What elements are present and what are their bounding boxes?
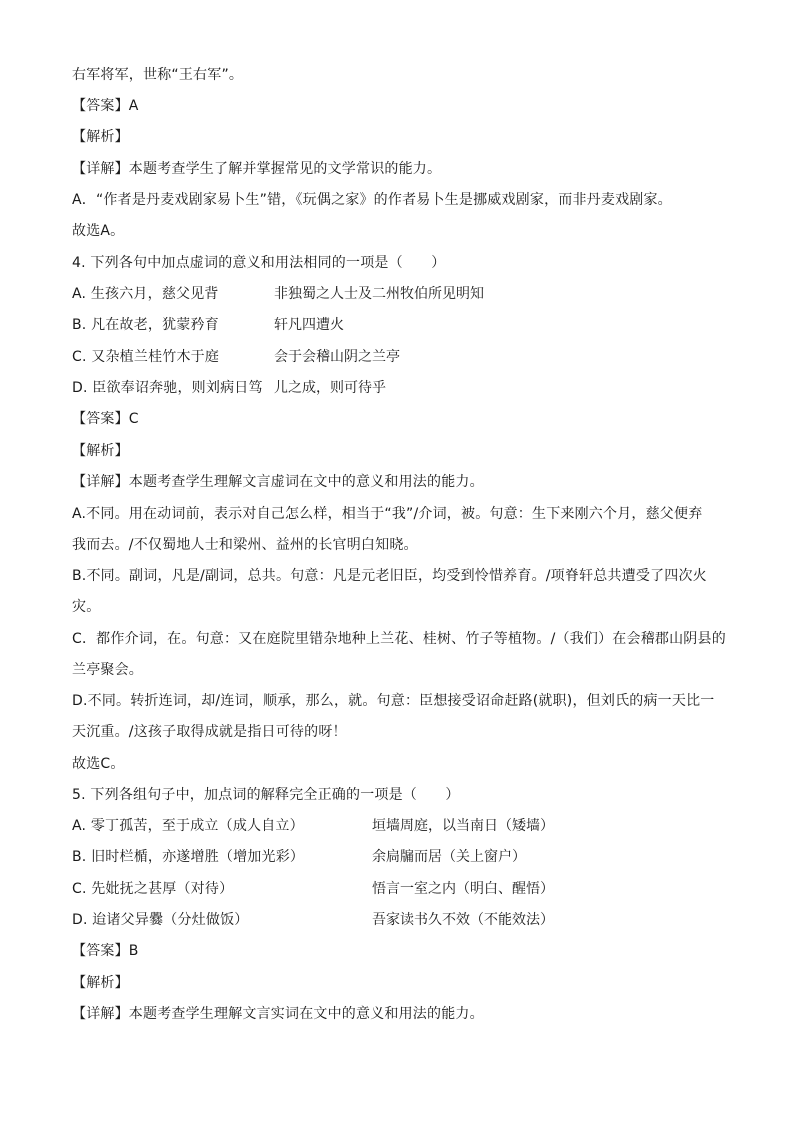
q4-option-d-pair: 儿之成，则可待乎 — [274, 380, 386, 396]
question-4-stem: 4. 下列各句中加点虚词的意义和用法相同的一项是（ ） — [72, 255, 446, 271]
text-line: 右军将军，世称“王右军”。 — [72, 67, 244, 83]
q4-option-c: C. 又杂植兰桂竹木于庭 — [72, 349, 220, 365]
text-line: B.不同。副词，凡是/副词，总共。句意：凡是元老旧臣，均受到怜惜养育。/项脊轩总共遭受了四次火 — [72, 568, 707, 584]
text-line: A.不同。用在动词前，表示对自己怎么样，相当于“我”/介词，被。句意：生下来刚六个月，慈父便弃 — [72, 506, 703, 522]
q5-option-a-pair: 垣墙周庭，以当南日（矮墙） — [372, 818, 554, 834]
q4-option-c-pair: 会于会稽山阴之兰亭 — [274, 349, 400, 365]
text-line: 故选A。 — [72, 223, 125, 239]
text-line: 【详解】本题考查学生理解文言实词在文中的意义和用法的能力。 — [72, 1006, 484, 1022]
text-line: D.不同。转折连词，却/连词，顺承，那么，就。句意：臣想接受诏命赶路(就职)，但刘氏的病一天比一 — [72, 693, 715, 709]
q4-option-d: D. 臣欲奉诏奔驰，则刘病日笃 — [72, 380, 263, 396]
text-line: A．“作者是丹麦戏剧家易卜生”错，《玩偶之家》的作者易卜生是挪威戏剧家，而非丹麦戏剧家。 — [72, 192, 672, 208]
q4-option-b-pair: 轩凡四遭火 — [274, 317, 344, 333]
text-line: 我而去。/不仅蜀地人士和梁州、益州的长官明白知晓。 — [72, 537, 418, 553]
text-line: 故选C。 — [72, 756, 125, 772]
answer-label: 【答案】B — [72, 943, 139, 959]
q4-option-a: A. 生孩六月，慈父见背 — [72, 286, 219, 302]
analysis-label: 【解析】 — [72, 443, 129, 459]
q5-option-d: D. 迨诸父异爨（分灶做饭） — [72, 912, 249, 928]
answer-label: 【答案】A — [72, 98, 139, 114]
text-line: 兰亭聚会。 — [72, 662, 143, 678]
q5-option-c: C. 先妣抚之甚厚（对待） — [72, 881, 234, 897]
answer-label: 【答案】C — [72, 411, 139, 427]
text-line: C．都作介词，在。句意：又在庭院里错杂地种上兰花、桂树、竹子等植物。/（我们）在会稽郡山阴县的 — [72, 631, 726, 647]
q5-option-b: B. 旧时栏楯，亦遂增胜（增加光彩） — [72, 849, 305, 865]
q5-option-a: A. 零丁孤苦，至于成立（成人自立） — [72, 818, 304, 834]
q5-option-b-pair: 余扃牖而居（关上窗户） — [372, 849, 526, 865]
q5-option-d-pair: 吾家读书久不效（不能效法） — [372, 912, 554, 928]
analysis-label: 【解析】 — [72, 129, 129, 145]
text-line: 【详解】本题考查学生理解文言虚词在文中的意义和用法的能力。 — [72, 474, 484, 490]
text-line: 【详解】本题考查学生了解并掌握常见的文学常识的能力。 — [72, 161, 442, 177]
text-line: 天沉重。/这孩子取得成就是指日可待的呀！ — [72, 724, 347, 740]
q4-option-a-pair: 非独蜀之人士及二州牧伯所见明知 — [274, 286, 484, 302]
question-5-stem: 5. 下列各组句子中，加点词的解释完全正确的一项是（ ） — [72, 787, 460, 803]
text-line: 灾。 — [72, 599, 101, 615]
q5-option-c-pair: 悟言一室之内（明白、醒悟） — [372, 881, 554, 897]
analysis-label: 【解析】 — [72, 975, 129, 991]
q4-option-b: B. 凡在故老，犹蒙矜育 — [72, 317, 219, 333]
